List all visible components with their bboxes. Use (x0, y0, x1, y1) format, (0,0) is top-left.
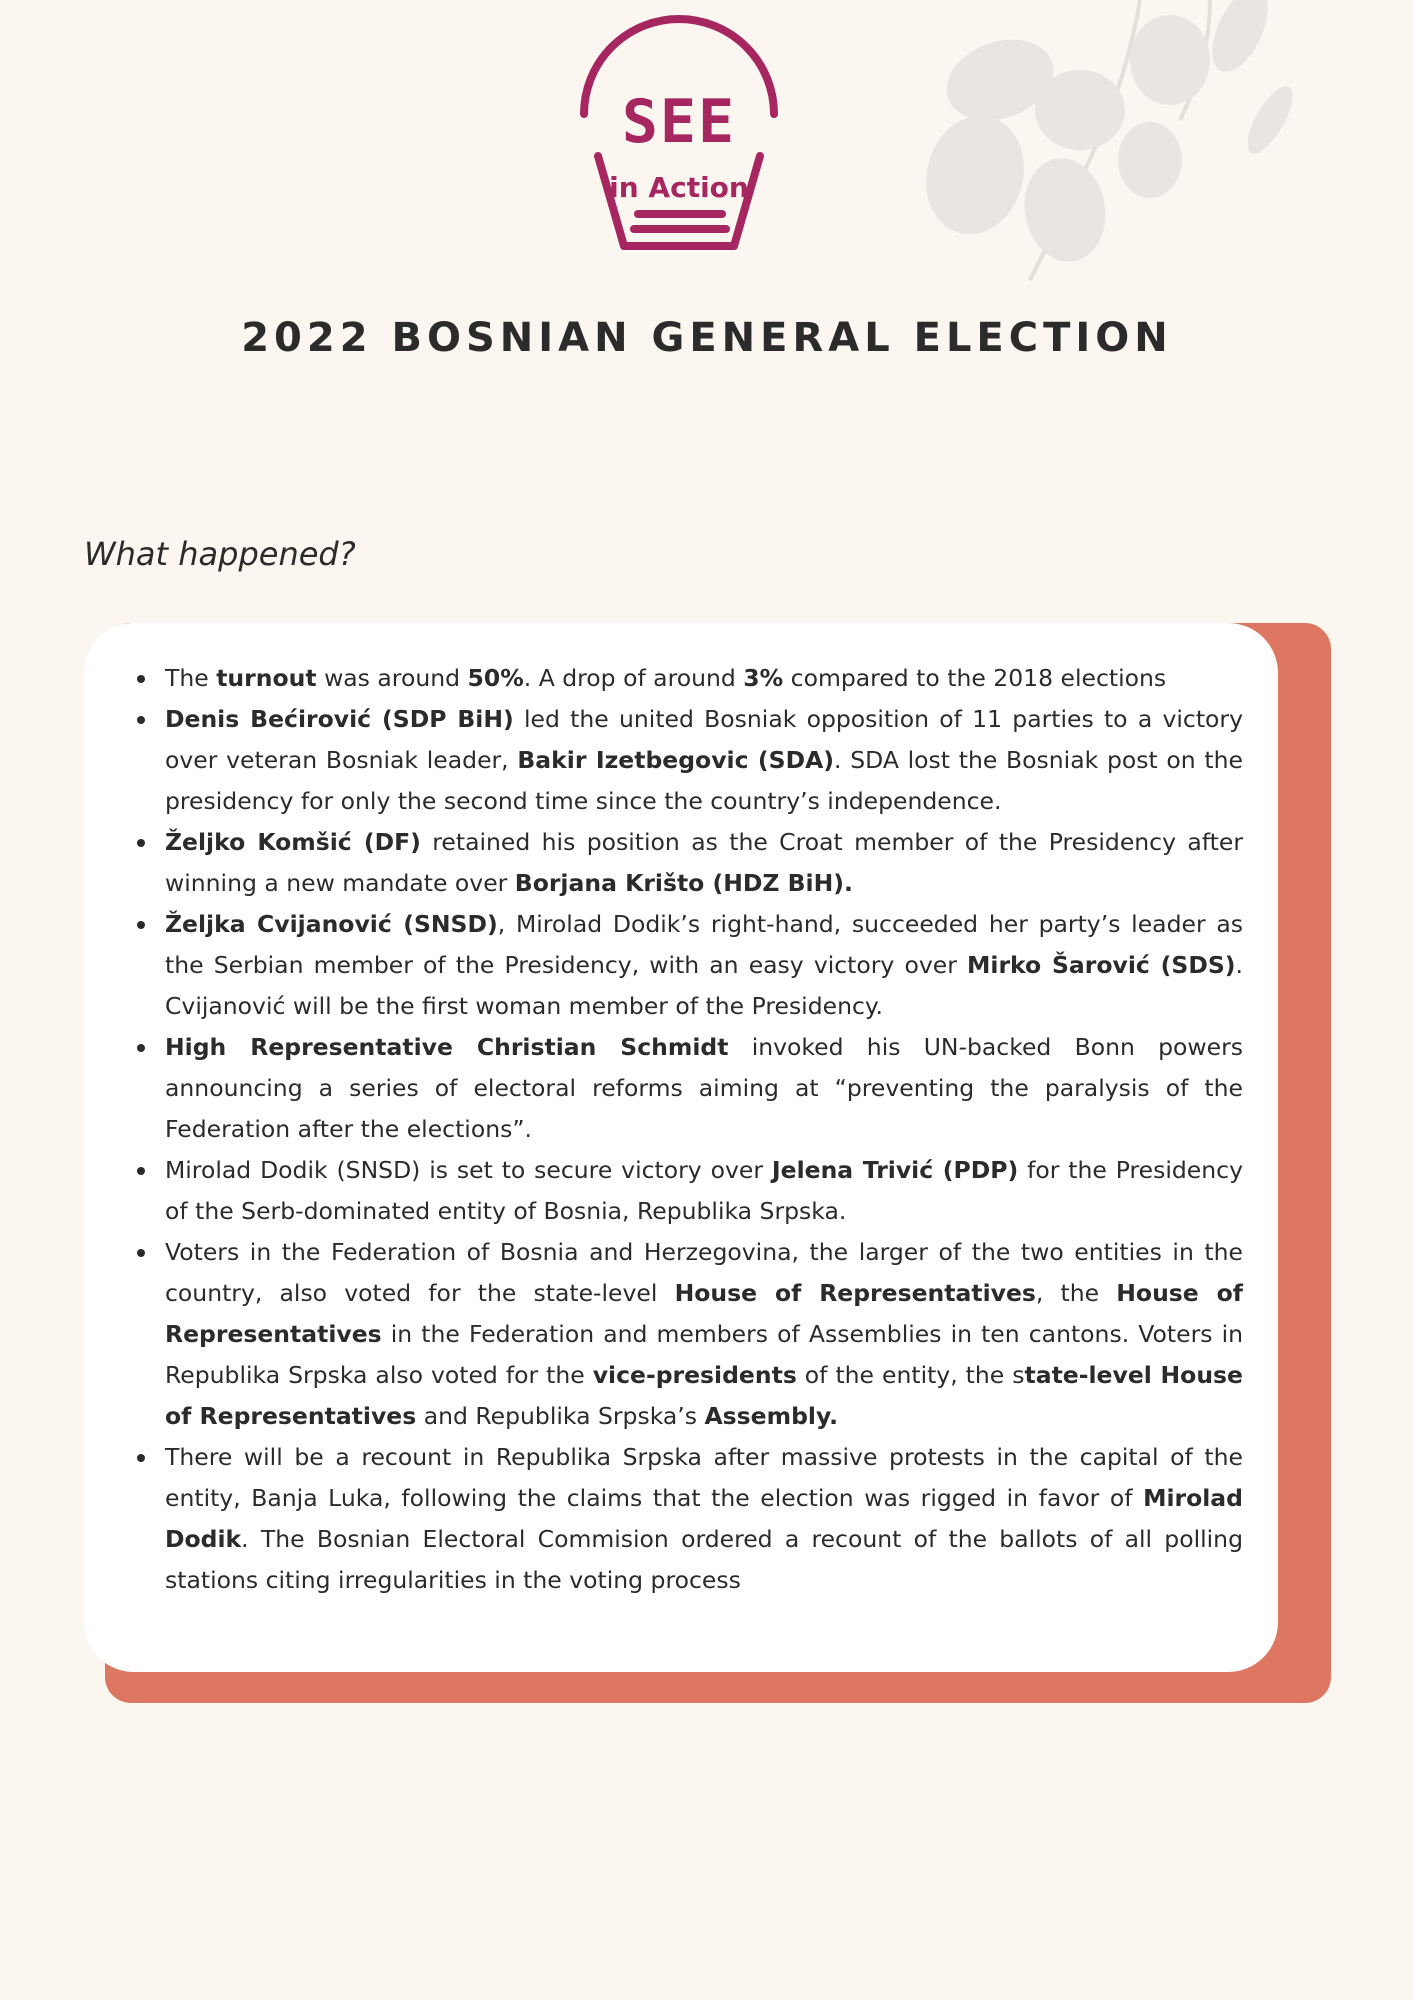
page-title: 2022 BOSNIAN GENERAL ELECTION (241, 315, 1173, 361)
bold-text: vice-presidents (592, 1361, 797, 1389)
decorative-leaves (880, 0, 1300, 290)
bold-text: House of Representatives (674, 1279, 1036, 1307)
bullet-item (165, 699, 1243, 822)
text-run: . The Bosnian Electoral Commision ordered a recount of the ballots of all polling stations citing irregularities in the voting process (165, 1525, 1243, 1594)
bullet-item (165, 658, 1243, 699)
text-run: There will be a recount in Republika Srpska after massive protests in the capital of the entity, Banja Luka, following the claims that the election was rigged in favor of (165, 1443, 1243, 1512)
bullet-item (165, 904, 1243, 1027)
text-run: Mirolad Dodik (SNSD) is set to secure victory over (165, 1156, 772, 1184)
text-run: and Republika Srpska’s (416, 1402, 705, 1430)
text-run: compared to the 2018 elections (783, 664, 1167, 692)
bold-text: Željko Komšić (DF) (165, 828, 421, 856)
text-run: led the united Bosniak opposition of 11 parties to a victory over veteran Bosniak leader, (165, 705, 1243, 774)
bold-text: Željka Cvijanović (SNSD) (165, 910, 498, 938)
text-run: . A drop of around (523, 664, 744, 692)
bullet-item (165, 1437, 1243, 1601)
logo-text: SEE (621, 87, 737, 157)
text-run: , the (1035, 1279, 1117, 1307)
bold-text: 3% (743, 664, 784, 692)
bullet-item (165, 1027, 1243, 1150)
bold-text: tate-level House of Representatives (165, 1361, 1243, 1430)
bullet-item (165, 1150, 1243, 1232)
text-run: retained his position as the Croat member of the Presidency after winning a new mandate over (165, 828, 1243, 897)
bold-text: Mirko Šarović (SDS) (967, 951, 1236, 979)
text-run: in the Federation and members of Assemblies in ten cantons. Voters in Republika Srpska also voted for the (165, 1320, 1243, 1389)
text-run: was around (316, 664, 468, 692)
bold-text: House of Representatives (165, 1279, 1243, 1348)
bold-text: turnout (216, 664, 317, 692)
section-heading: What happened? (84, 535, 356, 573)
bold-text: Denis Bećirović (SDP BiH) (165, 705, 514, 733)
text-run: Voters in the Federation of Bosnia and Herzegovina, the larger of the two entities in the country, also voted for the state-level (165, 1238, 1243, 1307)
text-run: invoked his UN-backed Bonn powers announcing a series of electoral reforms aiming at “preventing the paralysis of the Federation after the elections”. (165, 1033, 1243, 1143)
text-run: , Mirolad Dodik’s right-hand, succeeded her party’s leader as the Serbian member of the Presidency, with an easy victory over (165, 910, 1244, 979)
bold-text: Mirolad Dodik (165, 1484, 1243, 1553)
text-run: of the entity, the s (796, 1361, 1025, 1389)
bold-text: Borjana Krišto (HDZ BiH). (514, 869, 853, 897)
text-run: . SDA lost the Bosniak post on the presidency for only the second time since the country’s independence. (165, 746, 1243, 815)
logo-subtext: in Action (609, 171, 749, 204)
bold-text: Assembly. (704, 1402, 839, 1430)
bold-text: High Representative Christian Schmidt (165, 1033, 729, 1061)
bold-text: Jelena Trivić (PDP) (771, 1156, 1019, 1184)
bold-text: Bakir Izetbegovic (SDA) (517, 746, 835, 774)
bold-text: 50% (467, 664, 524, 692)
bullet-item (165, 822, 1243, 904)
bullet-list (165, 658, 1243, 1601)
logo (576, 14, 782, 270)
text-run: The (165, 664, 217, 692)
text-run: for the Presidency of the Serb-dominated entity of Bosnia, Republika Srpska. (165, 1156, 1243, 1225)
bullet-item (165, 1232, 1243, 1437)
text-run: . Cvijanović will be the first woman member of the Presidency. (165, 951, 1243, 1020)
